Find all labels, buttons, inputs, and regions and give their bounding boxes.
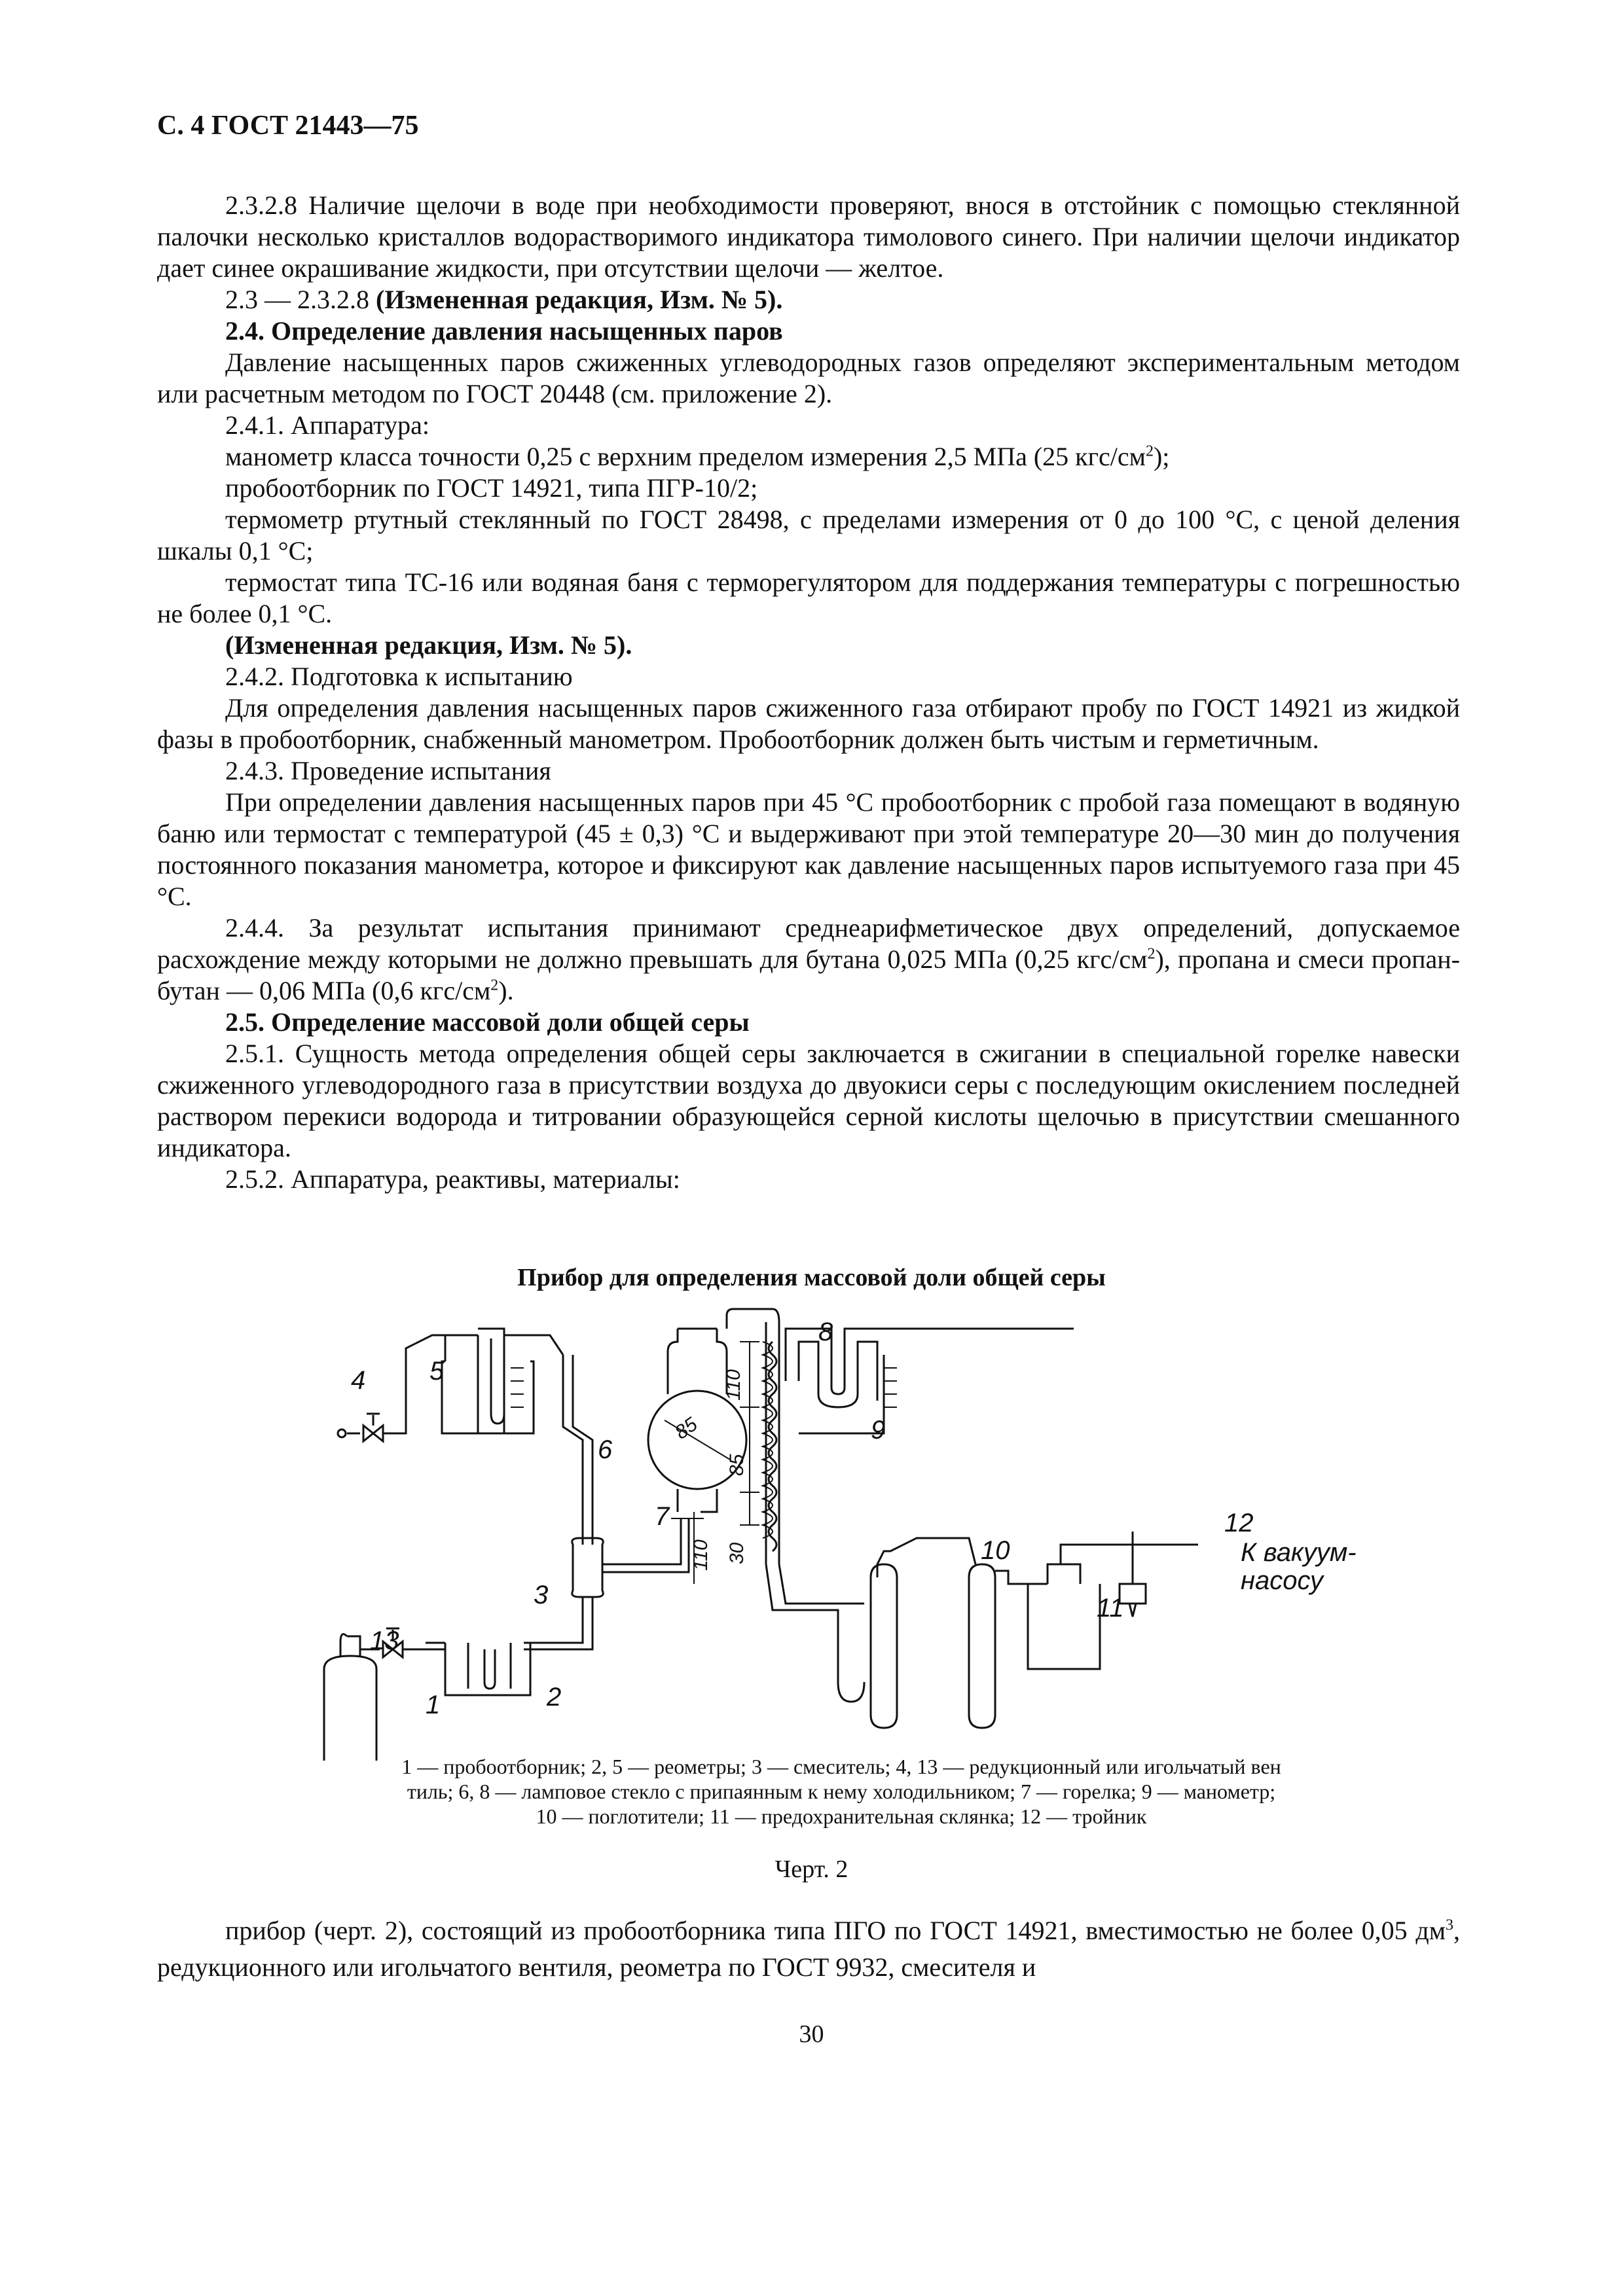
caption-line: 10 — поглотители; 11 — предохранительная склянка; 12 — тройник bbox=[536, 1804, 1147, 1828]
label-6: 6 bbox=[598, 1435, 613, 1464]
result-text-end: ). bbox=[498, 976, 514, 1005]
paragraph-2-5-2: 2.5.2. Аппаратура, реактивы, материалы: bbox=[225, 1164, 680, 1194]
superscript: 3 bbox=[1446, 1916, 1453, 1934]
dimension-85-height: 85 bbox=[726, 1454, 748, 1476]
manometer-text: манометр класса точности 0,25 с верхним пределом измерения 2,5 МПа (25 кгс/см bbox=[225, 442, 1146, 471]
dimension-30: 30 bbox=[726, 1542, 748, 1564]
superscript: 2 bbox=[490, 977, 499, 994]
amendment-text: (Измененная редакция, Изм. № 5). bbox=[376, 285, 783, 314]
result-text: 2.4.4. За результат испытания принимают среднеарифметическое двух определений, допускаемое расхождение между которыми не должно превышать для бутана 0,025 МПа (0,25 кгс/см bbox=[157, 913, 1460, 974]
paragraph-2-4-1: 2.4.1. Аппаратура: bbox=[225, 410, 429, 440]
body-text bbox=[157, 190, 1460, 1195]
label-5: 5 bbox=[429, 1357, 445, 1386]
label-1: 1 bbox=[426, 1691, 441, 1719]
apparatus-text: прибор (черт. 2), состоящий из пробоотборника типа ПГО по ГОСТ 14921, вместимостью не более 0,05 дм bbox=[225, 1916, 1446, 1945]
superscript: 2 bbox=[1147, 945, 1156, 963]
paragraph-testing: При определении давления насыщенных паров при 45 °С пробоотборник с пробой газа помещают в водяную баню или термостат с температурой (45 ± 0,3) °С и выдерживают при этой температуре 20—30 мин до получения постоянного показания манометра, которое и фиксируют как давление насыщенных паров испытуемого газа при 45 °С. bbox=[157, 787, 1460, 911]
paragraph-sampling: Для определения давления насыщенных паров сжиженного газа отбирают пробу по ГОСТ 14921 из жидкой фазы в пробоотборник, снабженный манометром. Пробоотборник должен быть чистым и герметичным. bbox=[157, 693, 1460, 754]
page-header: С. 4 ГОСТ 21443—75 bbox=[157, 111, 419, 141]
paragraph-2-5-1: 2.5.1. Сущность метода определения общей серы заключается в сжигании в специальной горелке навески сжиженного углеводородного газа в присутствии воздуха до двуокиси серы с последующим окислением последней раствором перекиси водорода и титровании образующейся серной кислоты щелочью в присутствии смешанного индикатора. bbox=[157, 1039, 1460, 1162]
paragraph-2-4-2: 2.4.2. Подготовка к испытанию bbox=[225, 662, 573, 691]
paragraph-2-3-2-8: 2.3.2.8 Наличие щелочи в воде при необходимости проверяют, внося в отстойник с помощью стеклянной палочки несколько кристаллов водорастворимого индикатора тимолового синего. При наличии щелочи индикатор дает синее окрашивание жидкости, при отсутствии щелочи — желтое. bbox=[157, 190, 1460, 283]
dimension-110-bottom: 110 bbox=[690, 1539, 712, 1571]
amendment-note-2: (Измененная редакция, Изм. № 5). bbox=[225, 630, 632, 660]
result-text-mid: ), пропана и смеси пропан-бутан — 0,06 МПа (0,6 кгс/см bbox=[157, 944, 1460, 1005]
annotation-pump: насосу bbox=[1241, 1566, 1324, 1595]
paragraph-apparatus bbox=[157, 1912, 1460, 1986]
superscript: 2 bbox=[1145, 442, 1154, 460]
label-9: 9 bbox=[871, 1416, 886, 1444]
label-2: 2 bbox=[547, 1683, 562, 1712]
paragraph-thermostat: термостат типа ТС-16 или водяная баня с терморегулятором для поддержания температуры с погрешностью не более 0,1 °С. bbox=[157, 567, 1460, 628]
label-13: 13 bbox=[370, 1626, 399, 1655]
paragraph-2-4-4 bbox=[157, 912, 1460, 1007]
figure-title: Прибор для определения массовой доли общей серы bbox=[517, 1264, 1106, 1291]
apparatus-text-end: , редукционного или игольчатого вентиля, реометра по ГОСТ 9932, смесителя и bbox=[157, 1916, 1460, 1982]
section-heading-2-4: 2.4. Определение давления насыщенных паров bbox=[225, 316, 783, 346]
dimension-110-top: 110 bbox=[723, 1369, 744, 1401]
dimension-85-diameter: 85 bbox=[671, 1413, 702, 1444]
label-12: 12 bbox=[1224, 1509, 1254, 1537]
diagram-lines bbox=[324, 1309, 1198, 1761]
amendment-note-1 bbox=[157, 284, 1460, 315]
continuation-text bbox=[157, 1912, 1460, 1986]
paragraph-2-4-3: 2.4.3. Проведение испытания bbox=[225, 756, 551, 785]
apparatus-diagram bbox=[314, 1302, 1388, 1761]
caption-line: тиль; 6, 8 — ламповое стекло с припаянным к нему холодильником; 7 — горелка; 9 — манометр; bbox=[407, 1780, 1276, 1803]
label-3: 3 bbox=[534, 1581, 549, 1609]
caption-line: 1 — пробоотборник; 2, 5 — реометры; 3 — смеситель; 4, 13 — редукционный или игольчатый вен bbox=[401, 1755, 1281, 1778]
paragraph-thermometer: термометр ртутный стеклянный по ГОСТ 28498, с пределами измерения от 0 до 100 °С, с ценой деления шкалы 0,1 °С; bbox=[157, 505, 1460, 565]
label-8: 8 bbox=[818, 1318, 833, 1346]
figure-label: Черт. 2 bbox=[775, 1856, 848, 1883]
manometer-text-end: ); bbox=[1153, 442, 1170, 471]
label-11: 11 bbox=[1097, 1594, 1124, 1623]
section-heading-2-5: 2.5. Определение массовой доли общей серы bbox=[225, 1007, 750, 1037]
page-number: 30 bbox=[799, 2020, 824, 2048]
paragraph-2-4: Давление насыщенных паров сжиженных углеводородных газов определяют экспериментальным методом или расчетным методом по ГОСТ 20448 (см. приложение 2). bbox=[157, 348, 1460, 408]
label-10: 10 bbox=[981, 1536, 1010, 1565]
figure-caption bbox=[331, 1754, 1352, 1829]
label-4: 4 bbox=[351, 1366, 366, 1395]
label-7: 7 bbox=[655, 1502, 670, 1531]
paragraph-sampler: пробоотборник по ГОСТ 14921, типа ПГР-10/2; bbox=[225, 473, 758, 503]
diagram-labels bbox=[351, 1318, 1357, 1719]
paragraph-manometer bbox=[157, 441, 1460, 473]
amendment-range: 2.3 — 2.3.2.8 bbox=[225, 285, 376, 314]
annotation-vacuum: К вакуум- bbox=[1241, 1538, 1357, 1567]
apparatus-drawing bbox=[314, 1302, 1388, 1761]
